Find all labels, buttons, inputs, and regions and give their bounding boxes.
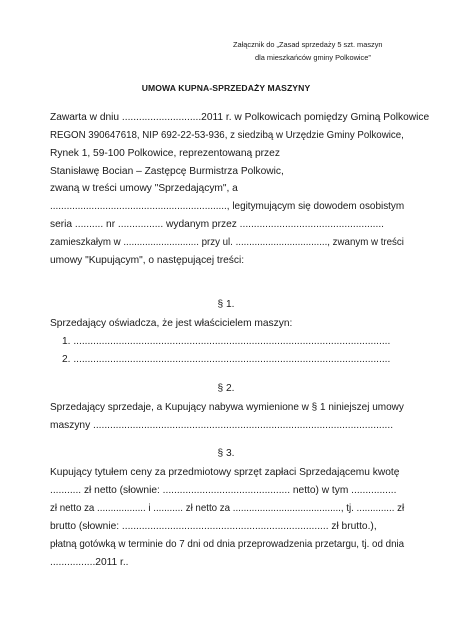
section-1-item-2: 2. ................................................................................................................ bbox=[62, 354, 391, 365]
annex-note-line-2: dla mieszkańców gminy Polkowice” bbox=[255, 53, 371, 62]
intro-line-6: ................................................................, legitymującym się dowodem osobistym bbox=[50, 201, 405, 212]
section-3-line-2: ........... zł netto (słownie: ............................................. netto) w tym ................ bbox=[50, 485, 397, 496]
document-title: UMOWA KUPNA-SPRZEDAŻY MASZYNY bbox=[141, 83, 311, 93]
intro-line-7: seria .......... nr ................ wydanym przez ................................................... bbox=[50, 219, 385, 230]
section-3-line-3: zł netto za .................. i ........... zł netto za ........................................, tj. .............. zł bbox=[50, 503, 405, 514]
section-3-line-4: brutto (słownie: ......................................................................... zł brutto.), bbox=[50, 521, 377, 532]
intro-line-9: umowy "Kupującym", o następującej treści: bbox=[50, 255, 245, 266]
intro-line-8: zamieszkałym w ............................ przy ul. .................................., zwanym w treści bbox=[50, 237, 404, 248]
section-3-line-5: płatną gotówką w terminie do 7 dni od dnia przeprowadzenia przetargu, tj. od dnia bbox=[50, 539, 405, 550]
annex-note-line-1: Załącznik do „Zasad sprzedaży 5 szt. maszyn bbox=[233, 40, 383, 49]
section-1-text: Sprzedający oświadcza, że jest właścicielem maszyn: bbox=[50, 318, 293, 329]
intro-line-1: Zawarta w dniu ............................2011 r. w Polkowicach pomiędzy Gminą Polkowice bbox=[50, 112, 430, 123]
intro-line-2: REGON 390647618, NIP 692-22-53-936, z siedzibą w Urzędzie Gminy Polkowice, bbox=[50, 130, 404, 141]
section-2-heading: § 2. bbox=[217, 383, 235, 394]
section-2-line-1: Sprzedający sprzedaje, a Kupujący nabywa wymienione w § 1 niniejszej umowy bbox=[50, 402, 404, 413]
intro-line-3: Rynek 1, 59-100 Polkowice, reprezentowaną przez bbox=[50, 148, 280, 159]
section-3-heading: § 3. bbox=[217, 448, 235, 459]
section-1-item-1: 1. ................................................................................................................ bbox=[62, 336, 391, 347]
section-2-line-2: maszyny .......................................................................................................... bbox=[50, 420, 394, 431]
intro-line-4: Stanisławę Bocian – Zastępcę Burmistrza Polkowic, bbox=[50, 166, 284, 177]
section-3-line-1: Kupujący tytułem ceny za przedmiotowy sprzęt zapłaci Sprzedającemu kwotę bbox=[50, 467, 400, 478]
intro-line-5: zwaną w treści umowy "Sprzedającym", a bbox=[50, 183, 238, 194]
section-3-line-6: ................2011 r.. bbox=[50, 557, 129, 568]
section-1-heading: § 1. bbox=[217, 299, 235, 310]
